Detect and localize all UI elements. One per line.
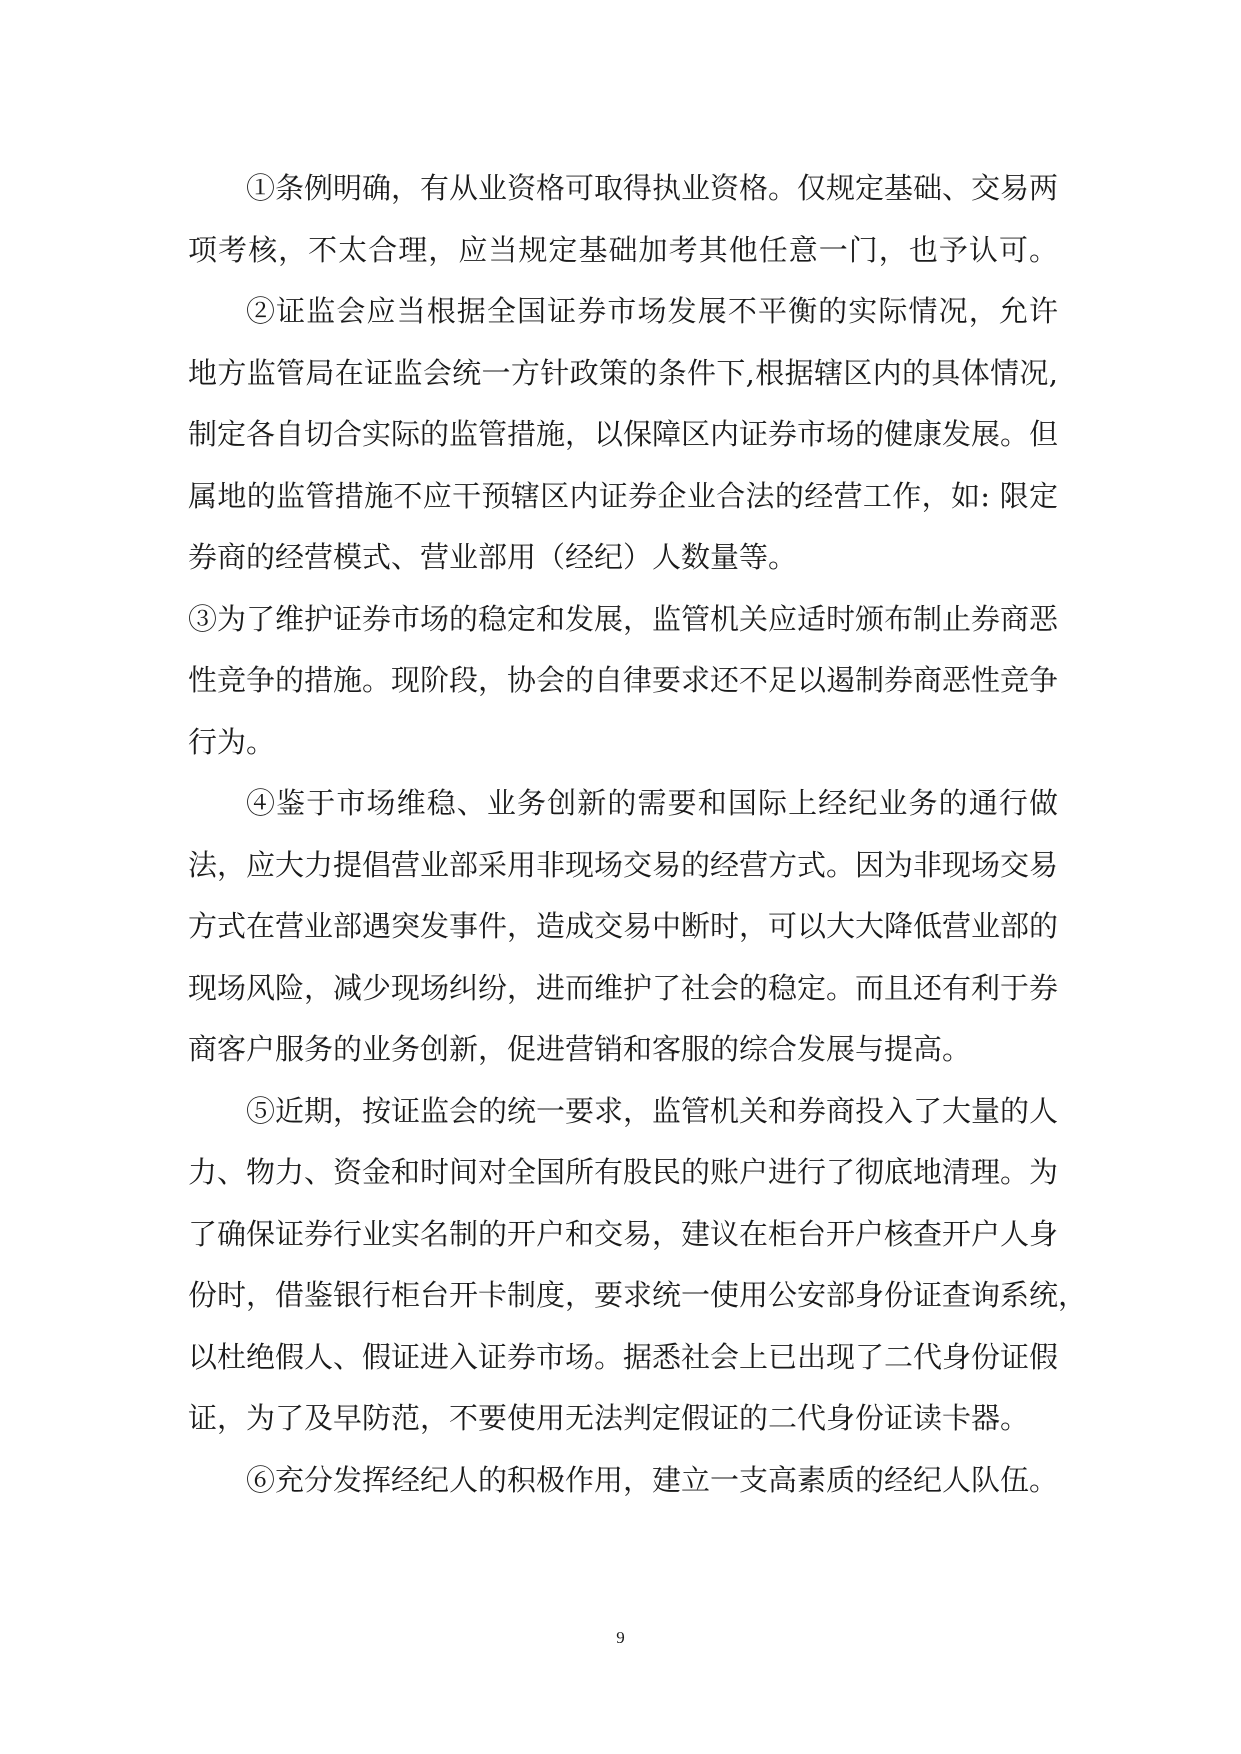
text-line: 法，应大力提倡营业部采用非现场交易的经营方式。因为非现场交易 [188, 847, 1059, 882]
text-line: ③为了维护证券市场的稳定和发展，监管机关应适时颁布制止券商恶 [188, 601, 1059, 636]
text-line: 属地的监管措施不应干预辖区内证券企业合法的经营工作，如: 限定 [188, 478, 1058, 513]
text-line: 力、物力、资金和时间对全国所有股民的账户进行了彻底地清理。为 [188, 1155, 1059, 1189]
paragraph-5 [188, 1081, 1088, 1450]
text-line: 以杜绝假人、假证进入证券市场。据悉社会上已出现了二代身份证假 [188, 1339, 1059, 1374]
text-line: ⑥充分发挥经纪人的积极作用，建立一支高素质的经纪人队伍。 [246, 1462, 1059, 1497]
text-line: 份时，借鉴银行柜台开卡制度，要求统一使用公安部身份证查询系统， [188, 1278, 1088, 1312]
text-line: 地方监管局在证监会统一方针政策的条件下,根据辖区内的具体情况, [188, 355, 1058, 390]
text-line: 券商的经营模式、营业部用（经纪）人数量等。 [188, 540, 798, 574]
text-line: ①条例明确，有从业资格可取得执业资格。仅规定基础、交易两 [246, 171, 1059, 205]
text-line: 证，为了及早防范，不要使用无法判定假证的二代身份证读卡器。 [188, 1401, 1030, 1435]
text-line: 行为。 [188, 724, 276, 759]
text-line: ②证监会应当根据全国证券市场发展不平衡的实际情况，允许 [246, 294, 1058, 328]
paragraph-4 [188, 773, 1058, 1081]
text-line: 商客户服务的业务创新，促进营销和客服的综合发展与提高。 [188, 1032, 972, 1066]
text-line: 性竞争的措施。现阶段，协会的自律要求还不足以遏制券商恶性竞争 [188, 663, 1059, 697]
paragraph-2 [188, 281, 1058, 589]
text-line: ④鉴于市场维稳、业务创新的需要和国际上经纪业务的通行做 [246, 786, 1058, 820]
text-line: ⑤近期，按证监会的统一要求，监管机关和券商投入了大量的人 [246, 1093, 1059, 1128]
body-text [188, 158, 1088, 1511]
text-line: 了确保证券行业实名制的开户和交易，建议在柜台开户核查开户人身 [188, 1216, 1059, 1251]
text-line: 方式在营业部遇突发事件，造成交易中断时，可以大大降低营业部的 [188, 909, 1059, 943]
paragraph-1 [188, 158, 1058, 281]
page-number: 9 [616, 1628, 625, 1647]
text-line: 项考核，不太合理，应当规定基础加考其他任意一门，也予认可。 [188, 232, 1058, 267]
text-line: 制定各自切合实际的监管措施，以保障区内证券市场的健康发展。但 [188, 417, 1059, 451]
paragraph-3 [188, 589, 1058, 774]
text-line: 现场风险，减少现场纠纷，进而维护了社会的稳定。而且还有利于券 [188, 970, 1059, 1005]
paragraph-6 [188, 1450, 1058, 1512]
